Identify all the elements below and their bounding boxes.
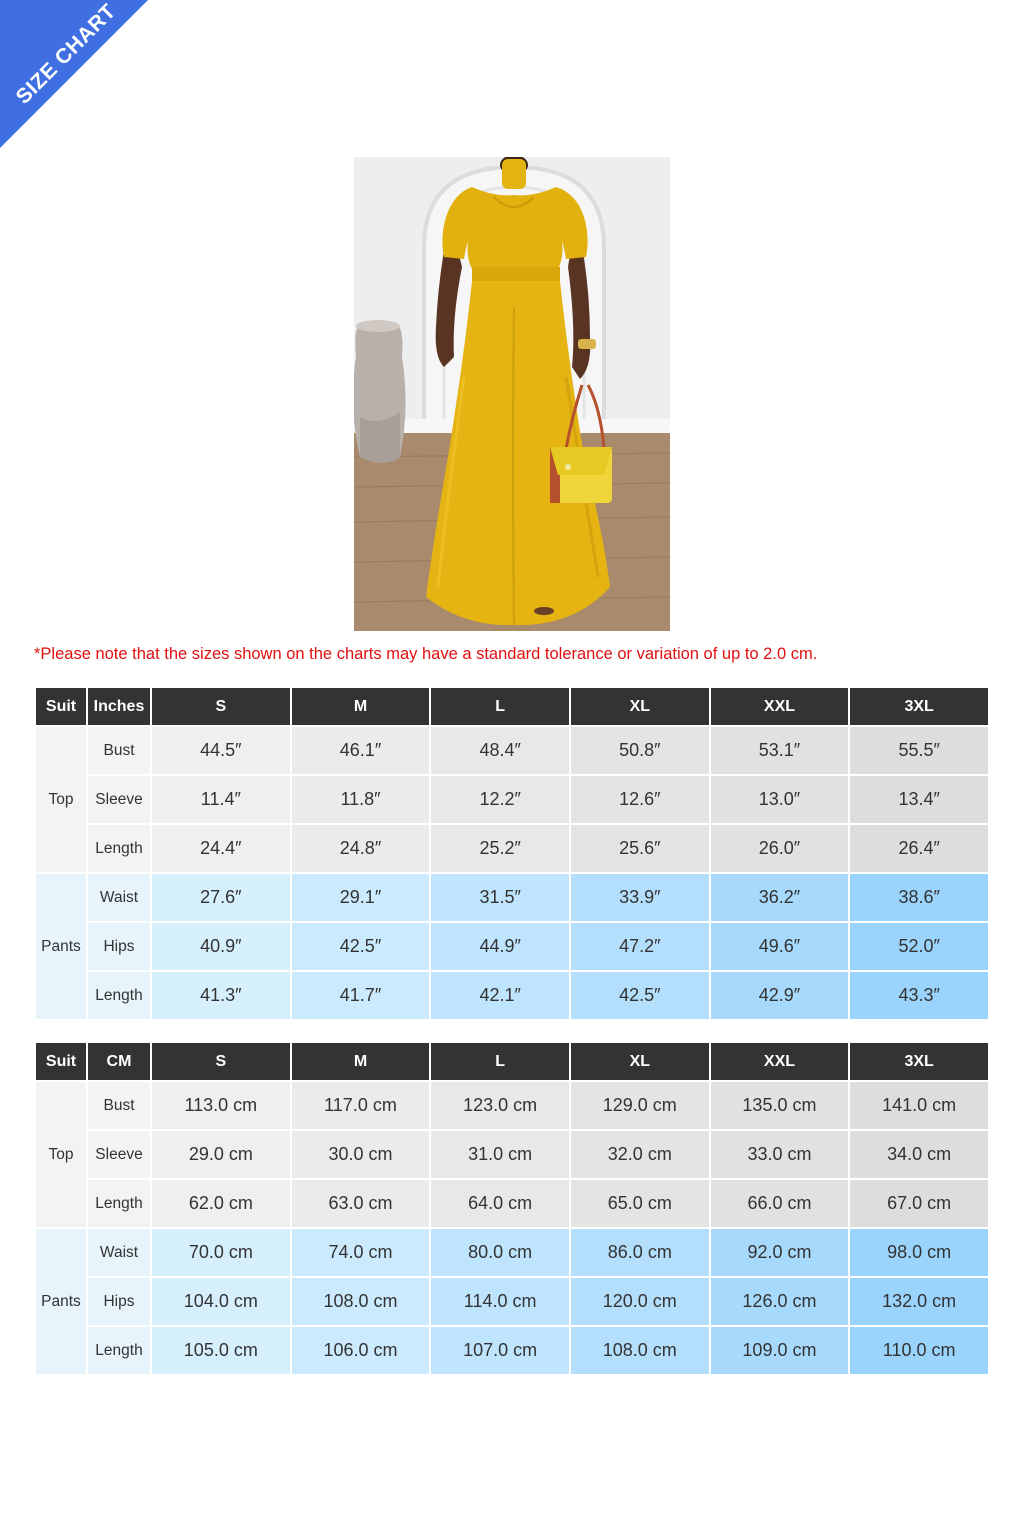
size-value: 135.0 cm [711, 1082, 849, 1129]
inches-size-table [34, 686, 990, 1021]
table-row [36, 1278, 988, 1325]
size-value: 12.2″ [431, 776, 569, 823]
measure-label: Length [88, 1327, 150, 1374]
size-value: 49.6″ [711, 923, 849, 970]
measure-label: Bust [88, 727, 150, 774]
size-value: 98.0 cm [850, 1229, 988, 1276]
table-row [36, 923, 988, 970]
size-value: 67.0 cm [850, 1180, 988, 1227]
tolerance-note: *Please note that the sizes shown on the charts may have a standard tolerance or variation of up to 2.0 cm. [34, 645, 818, 663]
ribbon-triangle [0, 0, 148, 148]
measure-label: Sleeve [88, 776, 150, 823]
measure-label: Hips [88, 1278, 150, 1325]
size-value: 52.0″ [850, 923, 988, 970]
group-label-pants: Pants [36, 1229, 86, 1374]
header-size-xxl: XXL [711, 1043, 849, 1080]
header-size-xl: XL [571, 688, 709, 725]
size-value: 47.2″ [571, 923, 709, 970]
size-value: 33.9″ [571, 874, 709, 921]
size-value: 36.2″ [711, 874, 849, 921]
measure-label: Bust [88, 1082, 150, 1129]
size-value: 13.4″ [850, 776, 988, 823]
table-row [36, 825, 988, 872]
size-value: 11.8″ [292, 776, 430, 823]
size-value: 13.0″ [711, 776, 849, 823]
group-label-top: Top [36, 1082, 86, 1227]
size-chart-ribbon [0, 0, 150, 150]
size-value: 114.0 cm [431, 1278, 569, 1325]
size-value: 63.0 cm [292, 1180, 430, 1227]
size-value: 31.0 cm [431, 1131, 569, 1178]
size-value: 42.9″ [711, 972, 849, 1019]
measure-label: Hips [88, 923, 150, 970]
size-value: 117.0 cm [292, 1082, 430, 1129]
size-value: 65.0 cm [571, 1180, 709, 1227]
measure-label: Length [88, 1180, 150, 1227]
table-row [36, 972, 988, 1019]
size-value: 30.0 cm [292, 1131, 430, 1178]
size-value: 113.0 cm [152, 1082, 290, 1129]
table-row [36, 776, 988, 823]
table-row [36, 1082, 988, 1129]
size-value: 105.0 cm [152, 1327, 290, 1374]
measure-label: Waist [88, 874, 150, 921]
size-value: 43.3″ [850, 972, 988, 1019]
model-illustration [354, 157, 670, 631]
size-value: 110.0 cm [850, 1327, 988, 1374]
size-value: 74.0 cm [292, 1229, 430, 1276]
size-value: 40.9″ [152, 923, 290, 970]
size-value: 32.0 cm [571, 1131, 709, 1178]
size-value: 108.0 cm [571, 1327, 709, 1374]
size-value: 42.5″ [571, 972, 709, 1019]
inches-header-row [36, 688, 988, 725]
size-value: 25.2″ [431, 825, 569, 872]
size-value: 33.0 cm [711, 1131, 849, 1178]
size-value: 26.0″ [711, 825, 849, 872]
size-value: 44.9″ [431, 923, 569, 970]
header-size-l: L [431, 688, 569, 725]
size-value: 92.0 cm [711, 1229, 849, 1276]
table-row [36, 1229, 988, 1276]
size-value: 29.0 cm [152, 1131, 290, 1178]
header-unit: Inches [88, 688, 150, 725]
table-row [36, 874, 988, 921]
size-value: 42.5″ [292, 923, 430, 970]
header-size-m: M [292, 1043, 430, 1080]
size-value: 24.8″ [292, 825, 430, 872]
cm-size-table [34, 1041, 990, 1376]
table-row [36, 1180, 988, 1227]
size-value: 26.4″ [850, 825, 988, 872]
table-row [36, 1327, 988, 1374]
size-value: 80.0 cm [431, 1229, 569, 1276]
header-size-xl: XL [571, 1043, 709, 1080]
header-suit: Suit [36, 688, 86, 725]
size-value: 31.5″ [431, 874, 569, 921]
size-value: 126.0 cm [711, 1278, 849, 1325]
size-value: 50.8″ [571, 727, 709, 774]
size-value: 25.6″ [571, 825, 709, 872]
header-unit: CM [88, 1043, 150, 1080]
size-value: 42.1″ [431, 972, 569, 1019]
header-size-s: S [152, 688, 290, 725]
ribbon-label: SIZE CHART [11, 0, 121, 109]
size-value: 141.0 cm [850, 1082, 988, 1129]
header-size-l: L [431, 1043, 569, 1080]
size-value: 123.0 cm [431, 1082, 569, 1129]
table-row [36, 1131, 988, 1178]
size-value: 129.0 cm [571, 1082, 709, 1129]
size-value: 53.1″ [711, 727, 849, 774]
size-value: 38.6″ [850, 874, 988, 921]
measure-label: Length [88, 972, 150, 1019]
size-value: 11.4″ [152, 776, 290, 823]
size-value: 24.4″ [152, 825, 290, 872]
size-value: 120.0 cm [571, 1278, 709, 1325]
size-value: 66.0 cm [711, 1180, 849, 1227]
table-row [36, 727, 988, 774]
size-value: 70.0 cm [152, 1229, 290, 1276]
measure-label: Waist [88, 1229, 150, 1276]
size-value: 106.0 cm [292, 1327, 430, 1374]
size-value: 132.0 cm [850, 1278, 988, 1325]
size-value: 44.5″ [152, 727, 290, 774]
size-value: 108.0 cm [292, 1278, 430, 1325]
group-label-pants: Pants [36, 874, 86, 1019]
group-label-top: Top [36, 727, 86, 872]
size-value: 34.0 cm [850, 1131, 988, 1178]
size-value: 46.1″ [292, 727, 430, 774]
size-value: 48.4″ [431, 727, 569, 774]
size-value: 27.6″ [152, 874, 290, 921]
size-value: 107.0 cm [431, 1327, 569, 1374]
header-size-s: S [152, 1043, 290, 1080]
measure-label: Sleeve [88, 1131, 150, 1178]
header-suit: Suit [36, 1043, 86, 1080]
header-size-3xl: 3XL [850, 1043, 988, 1080]
size-value: 41.7″ [292, 972, 430, 1019]
size-value: 12.6″ [571, 776, 709, 823]
size-value: 64.0 cm [431, 1180, 569, 1227]
header-size-m: M [292, 688, 430, 725]
size-value: 109.0 cm [711, 1327, 849, 1374]
size-value: 29.1″ [292, 874, 430, 921]
size-value: 104.0 cm [152, 1278, 290, 1325]
header-size-xxl: XXL [711, 688, 849, 725]
header-size-3xl: 3XL [850, 688, 988, 725]
cm-header-row [36, 1043, 988, 1080]
size-value: 62.0 cm [152, 1180, 290, 1227]
size-value: 41.3″ [152, 972, 290, 1019]
size-value: 55.5″ [850, 727, 988, 774]
product-photo [354, 157, 670, 631]
measure-label: Length [88, 825, 150, 872]
size-value: 86.0 cm [571, 1229, 709, 1276]
